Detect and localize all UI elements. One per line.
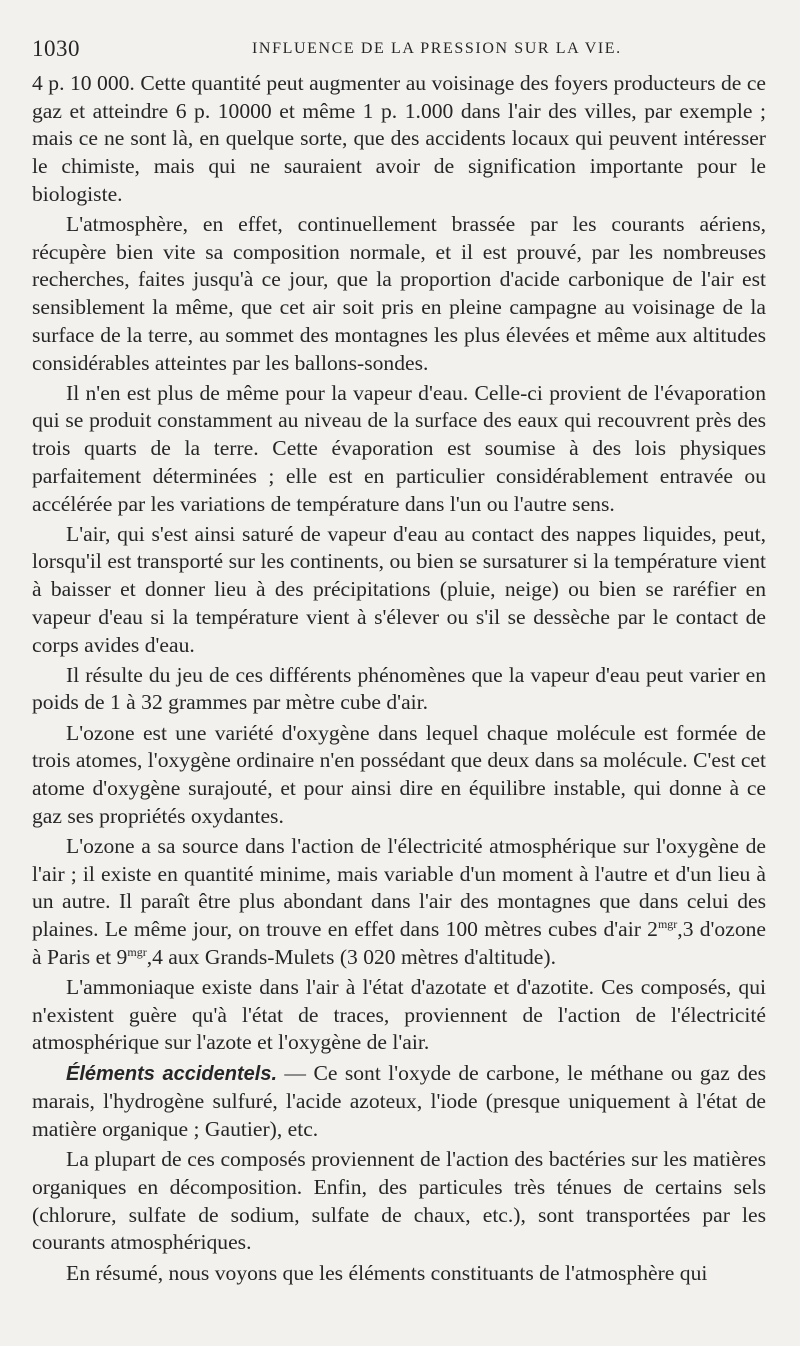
ozone-text-b: ,3 d'ozone à Paris et 9 (32, 917, 766, 969)
paragraph-continued: 4 p. 10 000. Cette quantité peut augmenter au voisinage des foyers producteurs de ce gaz et atteindre 6 p. 10000 et même 1 p. 1.000 dans l'air des villes, par exemple ; mais ce ne sont là, en quelque sorte, que des accidents locaux qui peuvent intéresser le chimiste, mais qui ne sauraient avoir de signification importante pour le biologiste. (32, 71, 766, 206)
paragraph-water-vapour: Il n'en est plus de même pour la vapeur d'eau. Celle-ci provient de l'évaporation qui se produit constamment au niveau de la surface des eaux qui recouvrent près des trois quarts de la terre. Cette évaporation est soumise à des lois physiques parfaitement déterminées ; elle est en particulier considérablement entravée ou accélérée par les variations de température dans l'un ou l'autre sens. (32, 380, 766, 516)
paragraph-ammonia: L'ammoniaque existe dans l'air à l'état d'azotate et d'azotite. Ces composés, qui n'existent guère qu'à l'état de traces, proviennent de l'action de l'électricité atmosphérique sur l'azote et l'oxygène de l'air. (32, 975, 766, 1055)
ozone-text-a: L'ozone a sa source dans l'action de l'électricité atmosphérique sur l'oxygène de l'air ; il existe en quantité minime, mais variable d'un moment à l'autre et d'un lieu à un autre. Il paraît être plus abondant dans l'air des montagnes que dans celui des plaines. Le même jour, on trouve en effet dans 100 mètres cubes d'air 2 (32, 833, 766, 942)
body-text (32, 70, 766, 1287)
unit-mgr: mgr (127, 944, 147, 959)
paragraph-atmosphere: L'atmosphère, en effet, continuellement brassée par les courants aériens, récupère bien vite sa composition normale, et il est prouvé, par les nombreuses recherches, faites jusqu'à ce jour, que la proportion d'acide carbonique de l'air est sensiblement la même, que cet air soit pris en pleine campagne au voisinage de la surface de la terre, au sommet des montagnes les plus élevées et même aux altitudes considérables atteintes par les ballons-sondes. (32, 212, 766, 375)
paragraph-summary: En résumé, nous voyons que les éléments constituants de l'atmosphère qui (66, 1260, 708, 1285)
paragraph-ozone-definition: L'ozone est une variété d'oxygène dans lequel chaque molécule est formée de trois atomes, l'oxygène ordinaire n'en possédant que deux dans sa molécule. C'est cet atome d'oxygène surajouté, et pour ainsi dire en équilibre instable, qui donne à ce gaz ses propriétés oxydantes. (32, 720, 766, 828)
page-header (32, 36, 778, 64)
ozone-text-c: ,4 aux Grands-Mulets (3 020 mètres d'altitude). (146, 944, 556, 969)
paragraph-accidental-elements (32, 1060, 766, 1144)
unit-mgr: mgr (657, 916, 678, 931)
page-number: 1030 (32, 36, 80, 61)
paragraph-vapour-weight: Il résulte du jeu de ces différents phénomènes que la vapeur d'eau peut varier en poids de 1 à 32 grammes par mètre cube d'air. (32, 662, 766, 715)
section-lead-heading: Éléments accidentels. (66, 1062, 278, 1085)
running-title: INFLUENCE DE LA PRESSION SUR LA VIE. (252, 40, 622, 57)
paragraph-bacteria: La plupart de ces composés proviennent de l'action des bactéries sur les matières organiques en décomposition. Enfin, des particules très ténues de certains sels (chlorure, sulfate de sodium, sulfate de chaux, etc.), sont transportées par les courants atmosphériques. (32, 1147, 766, 1255)
paragraph-saturation: L'air, qui s'est ainsi saturé de vapeur d'eau au contact des nappes liquides, peut, lorsqu'il est transporté sur les continents, ou bien se sursaturer si la température vient à baisser et donner lieu à des précipitations (pluie, neige) ou bien se raréfier en vapeur d'eau si la température vient à s'élever ou s'il se dessèche par le contact de corps avides d'eau. (32, 521, 766, 657)
paragraph-ozone-source (32, 833, 766, 972)
accidental-elements-text: — Ce sont l'oxyde de carbone, le méthane ou gaz des marais, l'hydrogène sulfuré, l'acide azoteux, l'iode (presque uniquement à l'état de matière organique ; Gautier), etc. (32, 1060, 767, 1142)
